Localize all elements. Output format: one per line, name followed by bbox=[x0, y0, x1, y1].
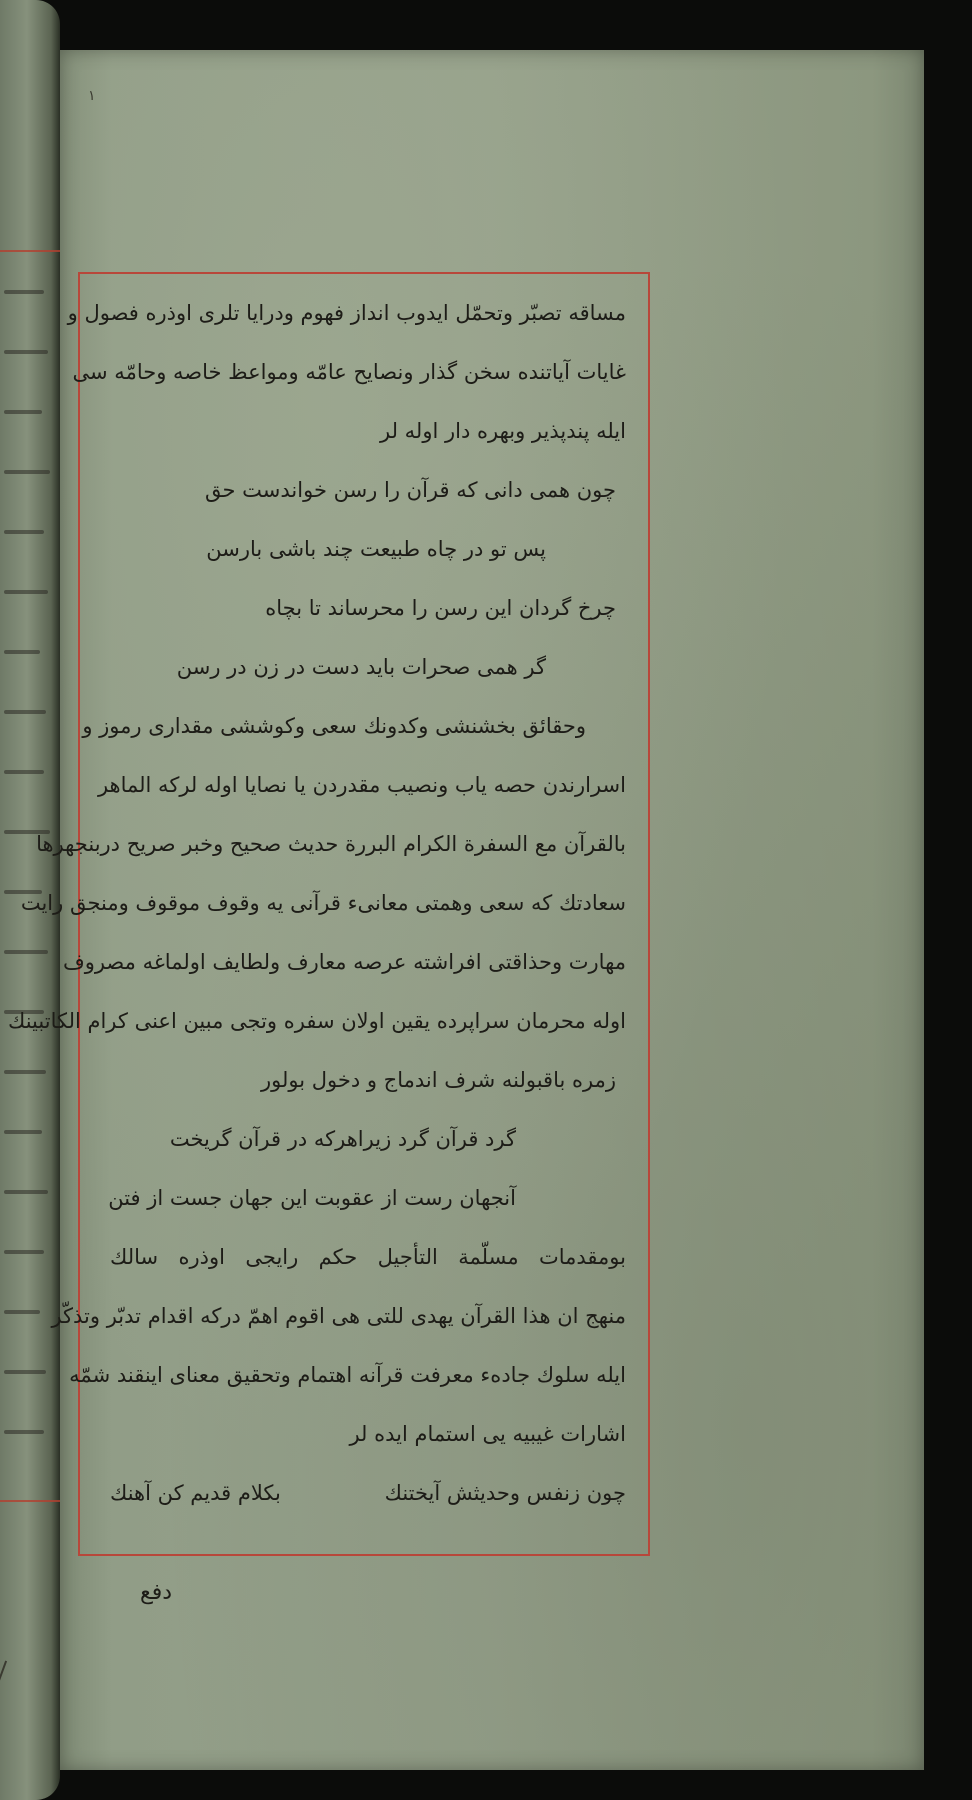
previous-page-text-trace bbox=[4, 470, 50, 474]
text-line: بالقرآن مع السفرة الكرام البررة حديث صحيح وخبر صريح دربنجهرها bbox=[36, 832, 626, 856]
previous-page-text-trace bbox=[4, 1310, 40, 1314]
final-verse-line bbox=[110, 1464, 626, 1523]
text-line: بومقدمات مسلّمة التأجيل حكم رايجى اوذره سالك bbox=[110, 1245, 626, 1269]
previous-page-text-trace bbox=[4, 1190, 48, 1194]
catchword: دفع bbox=[140, 1580, 173, 1605]
verse-line: گرد قرآن گرد زيراهركه در قرآن گريخت bbox=[169, 1127, 516, 1151]
verse-line: پس تو در چاه طبيعت چند باشى بارسن bbox=[206, 537, 546, 561]
hemistich-right: چون زنفس وحديثش آيختنك bbox=[384, 1481, 626, 1505]
verse-line: آنجهان رست از عقوبت اين جهان جست از فتن bbox=[108, 1186, 516, 1210]
text-line: منهج ان هذا القرآن يهدى للتى هى اقوم اهمّ دركه اقدام تدبّر وتذكّر bbox=[51, 1304, 626, 1328]
text-line: مساقه تصبّر وتحمّل ايدوب انداز فهوم ودرايا تلرى اوذره فصول و bbox=[67, 301, 626, 325]
previous-page-text-trace bbox=[4, 1070, 46, 1074]
text-line: زمره باقبولنه شرف اندماج و دخول بولور bbox=[260, 1068, 616, 1092]
manuscript-folio bbox=[8, 50, 924, 1770]
text-line: ايله پندپذير وبهره دار اوله لر bbox=[380, 419, 626, 443]
text-line: مهارت وحذاقتى افراشته عرصه معارف ولطايف اولماغه مصروف bbox=[62, 950, 626, 974]
text-line: ايله سلوك جادهء معرفت قرآنه اهتمام وتحقيق معناى اينقند شمّه bbox=[69, 1363, 626, 1387]
text-line: اسرارندن حصه ياب ونصيب مقدردن يا نصايا اوله لركه الماهر bbox=[97, 773, 626, 797]
previous-page-ruling bbox=[0, 1500, 60, 1502]
previous-page-text-trace bbox=[4, 650, 40, 654]
previous-page-text-trace bbox=[4, 590, 48, 594]
previous-page-text-trace bbox=[4, 770, 44, 774]
text-line: وحقائق بخشنشى وكدونك سعى وكوششى مقدارى رموز و bbox=[82, 714, 586, 738]
previous-page-ruling bbox=[0, 250, 60, 252]
text-frame bbox=[8, 272, 650, 1556]
hemistich-left: بكلام قديم كن آهنك bbox=[110, 1481, 281, 1505]
previous-page-text-trace bbox=[4, 410, 42, 414]
text-line: اشارات غيبيه يى استمام ايده لر bbox=[349, 1422, 626, 1446]
text-line: غايات آياتنده سخن گذار ونصايح عامّه ومواعظ خاصه وحامّه سى bbox=[72, 360, 626, 384]
verse-line: چون همى دانى كه قرآن را رسن خواندست حق bbox=[205, 478, 616, 502]
previous-page-text-trace bbox=[4, 530, 44, 534]
verse-line: چرخ گردان اين رسن را محرساند تا بچاه bbox=[265, 596, 616, 620]
previous-page-text-trace bbox=[4, 290, 44, 294]
previous-page-text-trace bbox=[4, 1130, 42, 1134]
text-line: اوله محرمان سراپرده يقين اولان سفره وتجى مبين اعنى كرام الكاتبينك bbox=[8, 1009, 626, 1033]
previous-page-text-trace bbox=[4, 1250, 44, 1254]
text-line: سعادتك كه سعى وهمتى معانىء قرآنى يه وقوف موقوف ومنجق رايت bbox=[20, 891, 626, 915]
text-block bbox=[8, 284, 626, 1523]
previous-page-text-trace bbox=[4, 1370, 46, 1374]
folio-number: ١ bbox=[88, 88, 96, 104]
previous-page-text-trace bbox=[4, 710, 46, 714]
previous-page-text-trace bbox=[4, 350, 48, 354]
previous-page-text-trace bbox=[4, 1430, 44, 1434]
verse-line: گر همى صحرات بايد دست در زن در رسن bbox=[176, 655, 546, 679]
previous-page-text-trace bbox=[4, 950, 48, 954]
